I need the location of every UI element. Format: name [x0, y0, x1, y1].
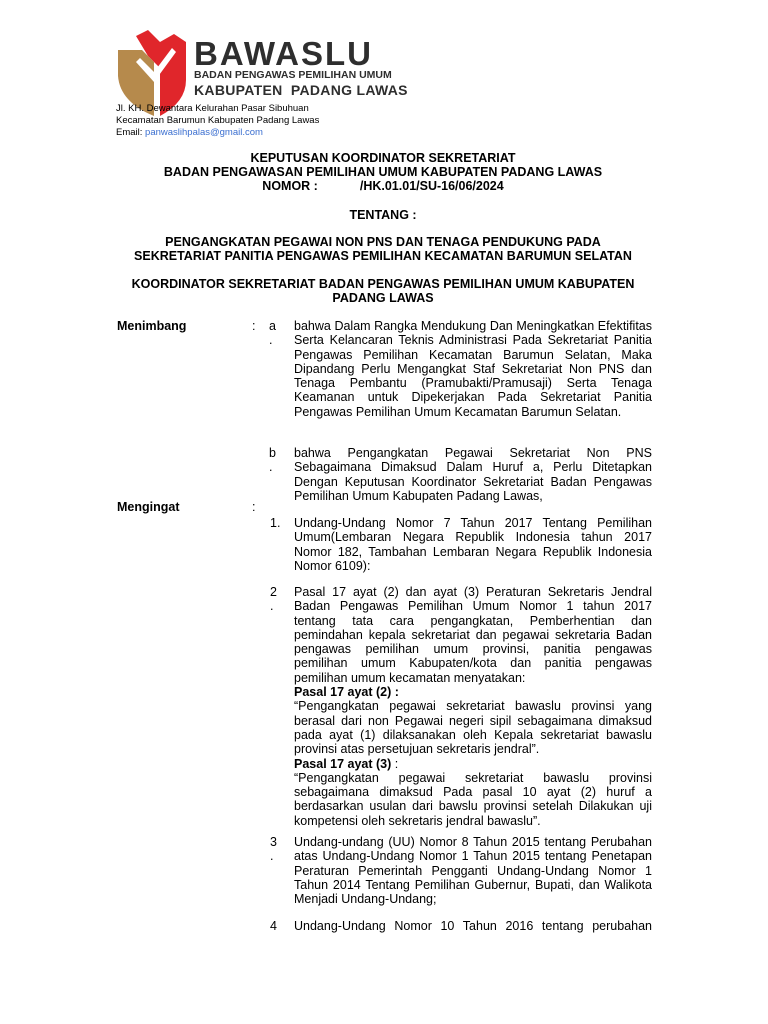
mengingat-item-4: Undang-Undang Nomor 10 Tahun 2016 tentang perubahan [294, 919, 652, 933]
issuer-line-1: KOORDINATOR SEKRETARIAT BADAN PENGAWAS PEMILIHAN UMUM KABUPATEN [131, 277, 635, 291]
mengingat-item-1: Undang-Undang Nomor 7 Tahun 2017 Tentang Pemilihan Umum(Lembaran Negara Republik Indonesia tahun 2017 Nomor 182, Tambahan Lembaran Negara Republik Indonesia Nomor 6109): [294, 516, 652, 573]
subject-line-1: PENGANGKATAN PEGAWAI NON PNS DAN TENAGA PENDUKUNG PADA [165, 235, 601, 249]
decree-title-line-1: KEPUTUSAN KOORDINATOR SEKRETARIAT [250, 151, 516, 165]
pasal-17-ayat-3-title [294, 757, 652, 771]
subject-line-2: SEKRETARIAT PANITIA PENGAWAS PEMILIHAN KECAMATAN BARUMUN SELATAN [134, 249, 632, 263]
mengingat-item-2-intro: Pasal 17 ayat (2) dan ayat (3) Peraturan Sekretaris Jendral Badan Pengawas Pemilihan Umum Nomor 1 tahun 2017 tentang tata cara pengangkatan, Pemberhentian dan pemindahan kepala sekretariat dan pegawai sekretaria Badan pengawas pemilihan umum provinsi, panitia pengawas pemilihan umum Kabupaten/kota dan panitia pengawas pemilihan umum kecamatan menyatakan: [294, 585, 652, 685]
marker-number: 2 [270, 585, 277, 599]
mengingat-colon: : [252, 500, 256, 514]
brand-name: BAWASLU [194, 35, 373, 72]
email-link[interactable]: panwaslihpalas@gmail.com [145, 127, 263, 138]
mengingat-item-3: Undang-undang (UU) Nomor 8 Tahun 2015 tentang Perubahan atas Undang-Undang Nomor 1 Tahun 2015 tentang Penetapan Peraturan Pemerintah Pengganti Undang-Undang Nomor 1 Tahun 2014 Tentang Pemilihan Gubernur, Bupati, dan Walikota Menjadi Undang-Undang; [294, 835, 652, 907]
email-label: Email: [116, 127, 146, 138]
pasal-title-colon: : [391, 756, 399, 771]
brand-region: KABUPATEN PADANG LAWAS [194, 82, 408, 98]
pasal-title-bold: Pasal 17 ayat (2) : [294, 685, 399, 700]
marker-dot: . [270, 599, 274, 613]
decree-issuer [100, 277, 666, 305]
marker-number: 4 [270, 919, 277, 933]
mengingat-marker-3 [270, 835, 290, 863]
menimbang-label: Menimbang [117, 319, 187, 333]
address-line-2: Kecamatan Barumun Kabupaten Padang Lawas [116, 115, 320, 126]
address-line-1: Jl. KH. Dewantara Kelurahan Pasar Sibuhuan [116, 103, 309, 114]
mengingat-label: Mengingat [117, 500, 180, 514]
pasal-17-ayat-2-text: “Pengangkatan pegawai sekretariat bawaslu provinsi yang berasal dari non Pegawai negeri sipil sebagaimana dimaksud pada ayat (1) dilaksanakan oleh Kepala sekretariat bawaslu provinsi atas persetujuan sekretaris jendral”. [294, 699, 652, 757]
address-block [116, 103, 319, 139]
marker-letter: b [269, 446, 276, 460]
marker-letter: a [269, 319, 276, 333]
decree-subject [100, 235, 666, 263]
decree-number [100, 179, 666, 193]
marker-dot: . [269, 333, 273, 347]
mengingat-marker-2 [270, 585, 290, 613]
marker-number: 3 [270, 835, 277, 849]
pasal-title-bold: Pasal 17 ayat (3) [294, 756, 392, 771]
mengingat-item-2 [294, 585, 652, 828]
mengingat-marker-4 [270, 919, 290, 933]
menimbang-colon: : [252, 319, 256, 333]
nomor-label: NOMOR : [262, 179, 318, 193]
tentang-heading: TENTANG : [349, 208, 417, 222]
marker-dot: . [270, 849, 274, 863]
issuer-line-2: PADANG LAWAS [332, 291, 434, 305]
nomor-value: /HK.01.01/SU-16/06/2024 [359, 179, 504, 193]
decree-header [100, 151, 666, 193]
menimbang-item-b: bahwa Pengangkatan Pegawai Sekretariat Non PNS Sebagaimana Dimaksud Dalam Huruf a, Perlu Ditetapkan Dengan Keputusan Koordinator Sekretariat Badan Pengawas Pemilihan Umum Kabupaten Padang Lawas, [294, 446, 652, 503]
marker-dot: . [269, 460, 273, 474]
pasal-17-ayat-2-title [294, 685, 652, 699]
brand-subtitle: BADAN PENGAWAS PEMILIHAN UMUM [194, 69, 392, 81]
marker-number: 1. [270, 516, 281, 530]
decree-title-line-2: BADAN PENGAWASAN PEMILIHAN UMUM KABUPATEN PADANG LAWAS [163, 165, 603, 179]
mengingat-marker-1 [270, 516, 290, 530]
menimbang-marker-b [269, 446, 289, 474]
pasal-17-ayat-3-text: “Pengangkatan pegawai sekretariat bawaslu provinsi sebagaimana dimaksud Pada pasal 10 ayat (2) huruf a berdasarkan usulan dari bawslu provinsi setelah Dilakukan uji kompetensi oleh sekretaris jendral bawaslu”. [294, 770, 652, 828]
email-line [116, 127, 319, 139]
menimbang-marker-a [269, 319, 289, 347]
menimbang-item-a: bahwa Dalam Rangka Mendukung Dan Meningkatkan Efektifitas Serta Kelancaran Teknis Administrasi Pada Sekretariat Panitia Pengawas Pemilihan Kecamatan Barumun Selatan, Maka Dipandang Perlu Mengangkat Staf Sekretariat Non PNS dan Tenaga Pembantu (Pramubakti/Pramusaji) Serta Tenaga Keamanan untuk Dipekerjakan Pada Sekretariat Panitia Pengawas Pemilihan Umum Kecamatan Barumun Selatan. [294, 319, 652, 419]
